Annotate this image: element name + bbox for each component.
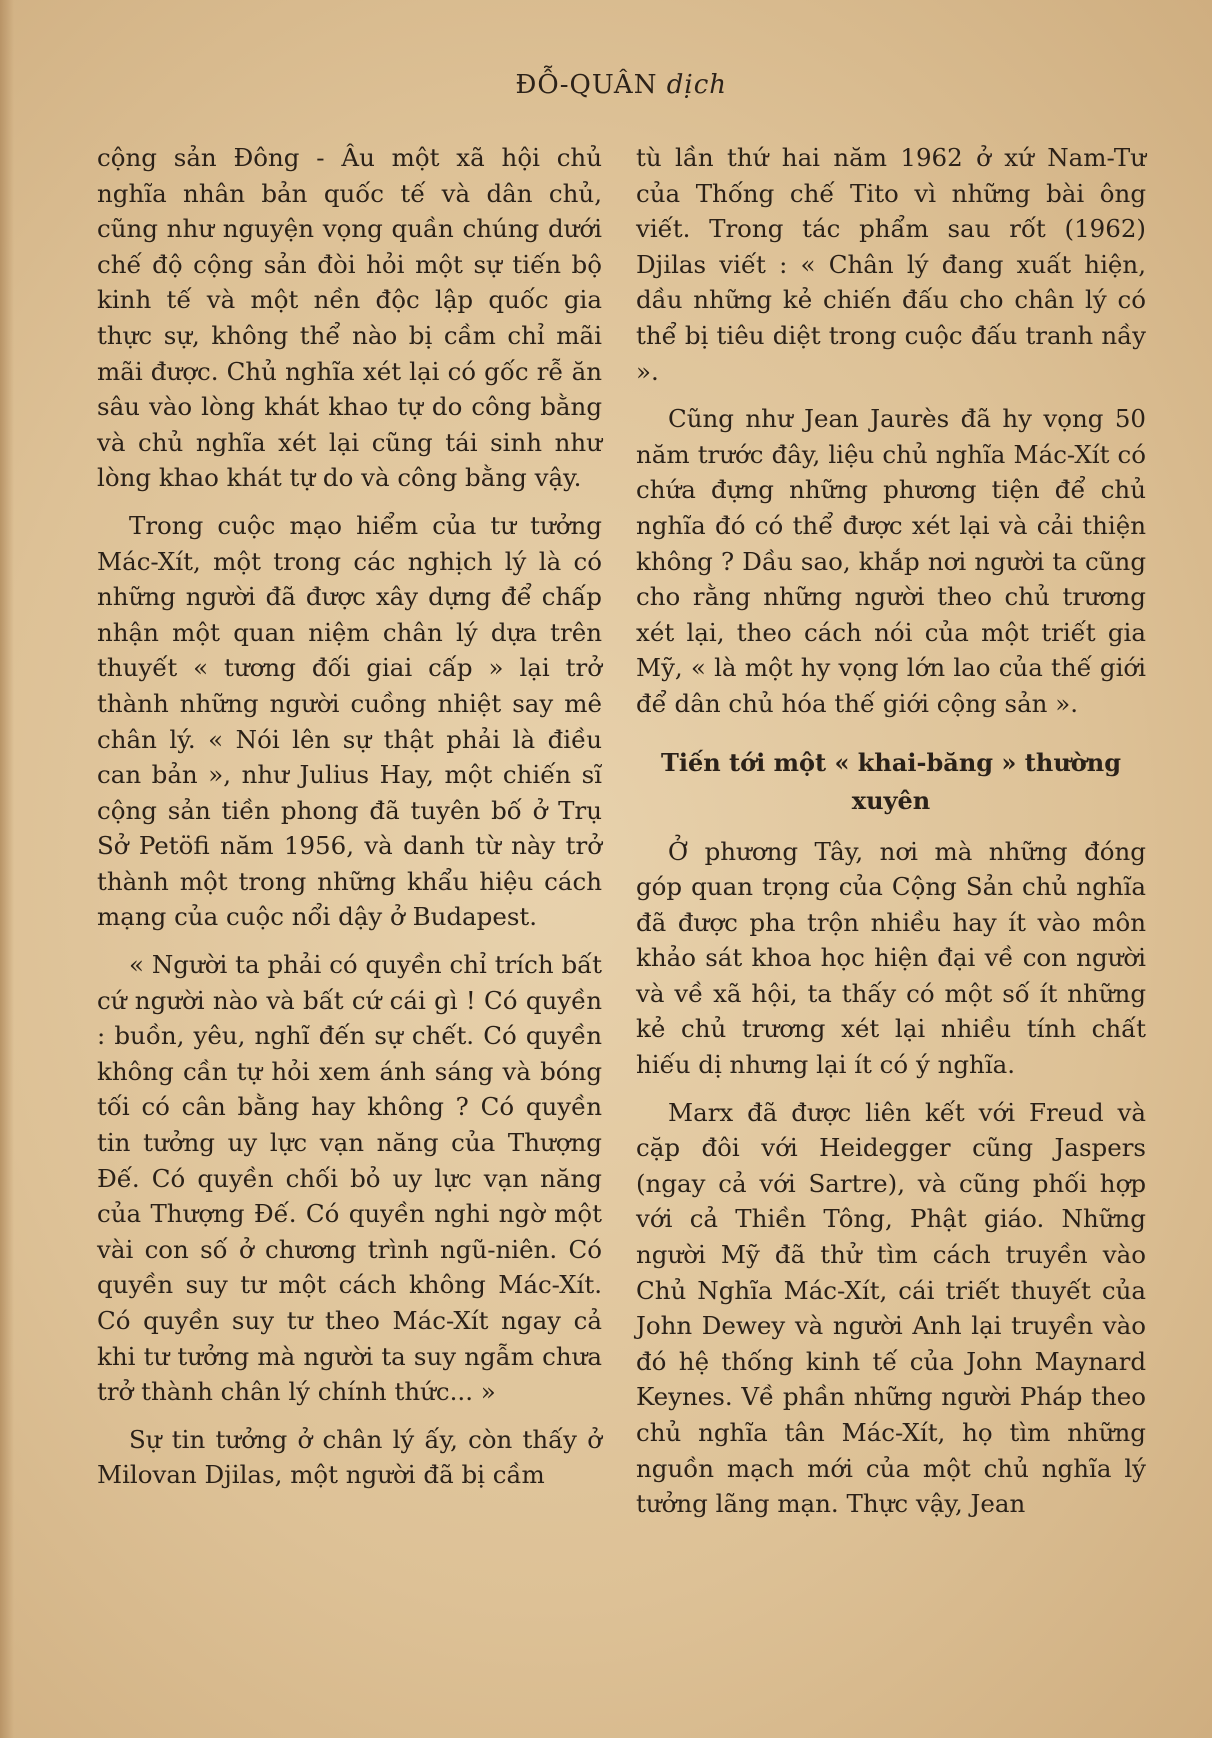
paragraph: tù lần thứ hai năm 1962 ở xứ Nam-Tư của Thống chế Tito vì những bài ông viết. Trong tác phẩm sau rốt (1962) Djilas viết : « Chân lý đang xuất hiện, dầu những kẻ chiến đấu cho chân lý có thể bị tiêu diệt trong cuộc đấu tranh nầy ». <box>636 143 1146 386</box>
translator-role: dịch <box>666 70 727 100</box>
paragraph: Marx đã được liên kết với Freud và cặp đôi với Heidegger cũng Jaspers (ngay cả với Sartre), và cũng phối hợp với cả Thiền Tông, Phật giáo. Những người Mỹ đã thử tìm cách truyền vào Chủ Nghĩa Mác-Xít, cái triết thuyết của John Dewey và người Anh lại truyền vào đó hệ thống kinh tế của John Maynard Keynes. Về phần những người Pháp theo chủ nghĩa tân Mác-Xít, họ tìm những nguồn mạch mới của một chủ nghĩa lý tưởng lãng mạn. Thực vậy, Jean <box>636 1097 1146 1519</box>
paragraph: Trong cuộc mạo hiểm của tư tưởng Mác-Xít, một trong các nghịch lý là có những người đã được xây dựng để chấp nhận một quan niệm chân lý dựa trên thuyết « tương đối giai cấp » lại trở thành những người cuồng nhiệt say mê chân lý. « Nói lên sự thật phải là điều can bản », như Julius Hay, một chiến sĩ cộng sản tiền phong đã tuyên bố ở Trụ Sở Petöfi năm 1956, và danh từ này trở thành một trong những khẩu hiệu cách mạng của cuộc nổi dậy ở Budapest. <box>97 510 602 932</box>
left-column <box>97 140 602 1505</box>
paragraph: Ở phương Tây, nơi mà những đóng góp quan trọng của Cộng Sản chủ nghĩa đã được pha trộn nhiều hay ít vào môn khảo sát khoa học hiện đại về con người và về xã hội, ta thấy có một số ít những kẻ chủ trương xét lại nhiều tính chất hiếu dị nhưng lại ít có ý nghĩa. <box>636 836 1146 1080</box>
section-heading: Tiến tới một « khai-băng » thường xuyên <box>660 747 1122 815</box>
right-column <box>636 140 1146 1534</box>
paragraph: cộng sản Đông - Âu một xã hội chủ nghĩa nhân bản quốc tế và dân chủ, cũng như nguyện vọng quần chúng dưới chế độ cộng sản đòi hỏi một sự tiến bộ kinh tế và một nền độc lập quốc gia thực sự, không thể nào bị cầm chỉ mãi mãi được. Chủ nghĩa xét lại có gốc rễ ăn sâu vào lòng khát khao tự do công bằng và chủ nghĩa xét lại cũng tái sinh như lòng khao khát tự do và công bằng vậy. <box>97 143 602 493</box>
page-header <box>515 70 727 100</box>
quote-paragraph: « Người ta phải có quyền chỉ trích bất cứ người nào và bất cứ cái gì ! Có quyền : buồn, yêu, nghĩ đến sự chết. Có quyền không cần tự hỏi xem ánh sáng và bóng tối có cân bằng hay không ? Có quyền tin tưởng uy lực vạn năng của Thượng Đế. Có quyền chối bỏ uy lực vạn năng của Thượng Đế. Có quyền nghi ngờ một vài con số ở chương trình ngũ-niên. Có quyền suy tư một cách không Mác-Xít. Có quyền suy tư theo Mác-Xít ngay cả khi tư tưởng mà người ta suy ngẫm chưa trở thành chân lý chính thức... » <box>97 950 602 1407</box>
translator-name: ĐỖ-QUÂN <box>515 70 658 100</box>
paragraph: Sự tin tưởng ở chân lý ấy, còn thấy ở Milovan Djilas, một người đã bị cầm <box>97 1424 602 1490</box>
paragraph: Cũng như Jean Jaurès đã hy vọng 50 năm trước đây, liệu chủ nghĩa Mác-Xít có chứa đựng những phương tiện để chủ nghĩa đó có thể được xét lại và cải thiện không ? Dầu sao, khắp nơi người ta cũng cho rằng những người theo chủ trương xét lại, theo cách nói của một triết gia Mỹ, « là một hy vọng lớn lao của thế giới để dân chủ hóa thế giới cộng sản ». <box>636 404 1146 718</box>
